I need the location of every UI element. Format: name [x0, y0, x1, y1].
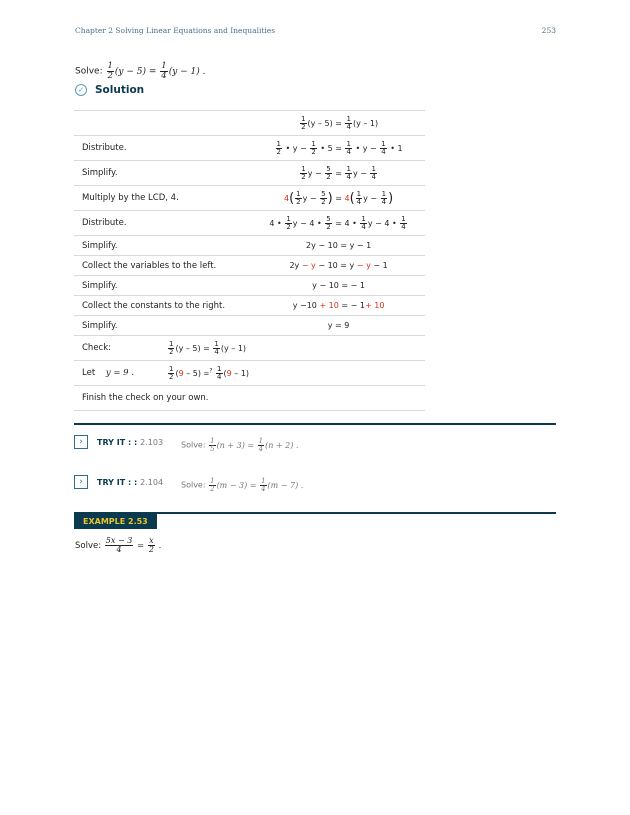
try-it-number: 2.104: [140, 477, 164, 487]
page-number: 253: [541, 26, 556, 35]
step-equation: y − 10 = − 1: [252, 276, 425, 296]
step-row: [74, 276, 425, 296]
step-label: Distribute.: [74, 211, 252, 236]
solution-heading: [75, 84, 144, 96]
step-equation: $\frac{1}{2}$ • y − $\frac{1}{2}$ • 5 = $\frac{1}{4}$ • y − $\frac{1}{4}$ • 1: [252, 136, 425, 161]
try-it-number: 2.103: [140, 437, 164, 447]
let-label: Let: [82, 368, 96, 378]
check-label: Check:: [82, 343, 112, 353]
problem-label: Solve:: [75, 66, 103, 77]
chapter-header: Chapter 2 Solving Linear Equations and Inequalities: [75, 26, 276, 35]
substitution-equation: $\frac{1}{2}$ (9 – 5) =? $\frac{1}{4}$ (9 – 1): [169, 364, 250, 381]
step-label: Simplify.: [74, 276, 252, 296]
step-label: Collect the constants to the right.: [74, 296, 252, 316]
step-equation: y = 9: [252, 316, 425, 336]
step-row: [74, 136, 425, 161]
let-value: y = 9: [105, 368, 129, 378]
try-it-label: TRY IT : :: [97, 477, 138, 487]
step-row: [74, 256, 425, 276]
chevron-right-icon[interactable]: ›: [74, 475, 88, 489]
step-label: Simplify.: [74, 236, 252, 256]
try-it-label: TRY IT : :: [97, 437, 138, 447]
try-it-question: Solve: $\frac{1}{2}$ (m − 3) = $\frac{1}{4}$ (m − 7) .: [181, 477, 304, 493]
step-label: Simplify.: [74, 316, 252, 336]
step-equation: y −10 + 10 = − 1+ 10: [252, 296, 425, 316]
step-label: Simplify.: [74, 161, 252, 186]
check-row: [74, 336, 425, 361]
example-label: Solve:: [75, 541, 102, 551]
try-it-2-104: [74, 475, 163, 489]
section-divider: [74, 423, 556, 425]
check-circle-icon: ✓: [75, 84, 87, 96]
step-label: Multiply by the LCD, 4.: [74, 186, 252, 211]
problem-statement: [75, 62, 206, 80]
step-row: [74, 316, 425, 336]
step-equation: 2y − y − 10 = y − y − 1: [252, 256, 425, 276]
problem-equation: $\frac{1}{2}$ (y − 5) = $\frac{1}{4}$ (y − 1) .: [107, 61, 206, 81]
check-equation: $\frac{1}{2}$ (y – 5) = $\frac{1}{4}$ (y – 1): [169, 339, 247, 356]
try-it-2-103: [74, 435, 163, 449]
finish-row: [74, 386, 425, 411]
finish-check-text: Finish the check on your own.: [74, 386, 425, 411]
example-question: [75, 537, 161, 554]
solution-steps-table: [74, 110, 425, 411]
step-row: [74, 111, 425, 136]
step-equation: $\frac{1}{2}$ (y – 5) = $\frac{1}{4}$ (y – 1): [252, 111, 425, 136]
step-label: Distribute.: [74, 136, 252, 161]
step-row: [74, 211, 425, 236]
step-equation: 4 • $\frac{1}{2}$ y − 4 • $\frac{5}{2}$ = 4 • $\frac{1}{4}$ y − 4 • $\frac{1}{4}$: [252, 211, 425, 236]
step-row: [74, 161, 425, 186]
step-row: [74, 296, 425, 316]
step-equation: 4( $\frac{1}{2}$ y − $\frac{5}{2}$ ) = 4( $\frac{1}{4}$ y − $\frac{1}{4}$ ): [252, 186, 425, 211]
step-equation: $\frac{1}{2}$ y − $\frac{5}{2}$ = $\frac{1}{4}$ y − $\frac{1}{4}$: [252, 161, 425, 186]
solution-title: Solution: [95, 84, 145, 96]
step-row: [74, 186, 425, 211]
example-badge: EXAMPLE 2.53: [74, 514, 157, 529]
step-label: Collect the variables to the left.: [74, 256, 252, 276]
chevron-right-icon[interactable]: ›: [74, 435, 88, 449]
try-it-question: Solve: $\frac{1}{5}$ (n + 3) = $\frac{1}{4}$ (n + 2) .: [181, 437, 299, 453]
step-equation: 2y − 10 = y − 1: [252, 236, 425, 256]
step-row: [74, 236, 425, 256]
let-row: Let y = 9 . $\frac{1}{2}$ (9 – 5) =? $\frac{1}{4}$ (9 – 1): [74, 361, 425, 386]
example-equation: $\frac{5x - 3}{4}$ = $\frac{x}{2}$ .: [105, 536, 162, 554]
